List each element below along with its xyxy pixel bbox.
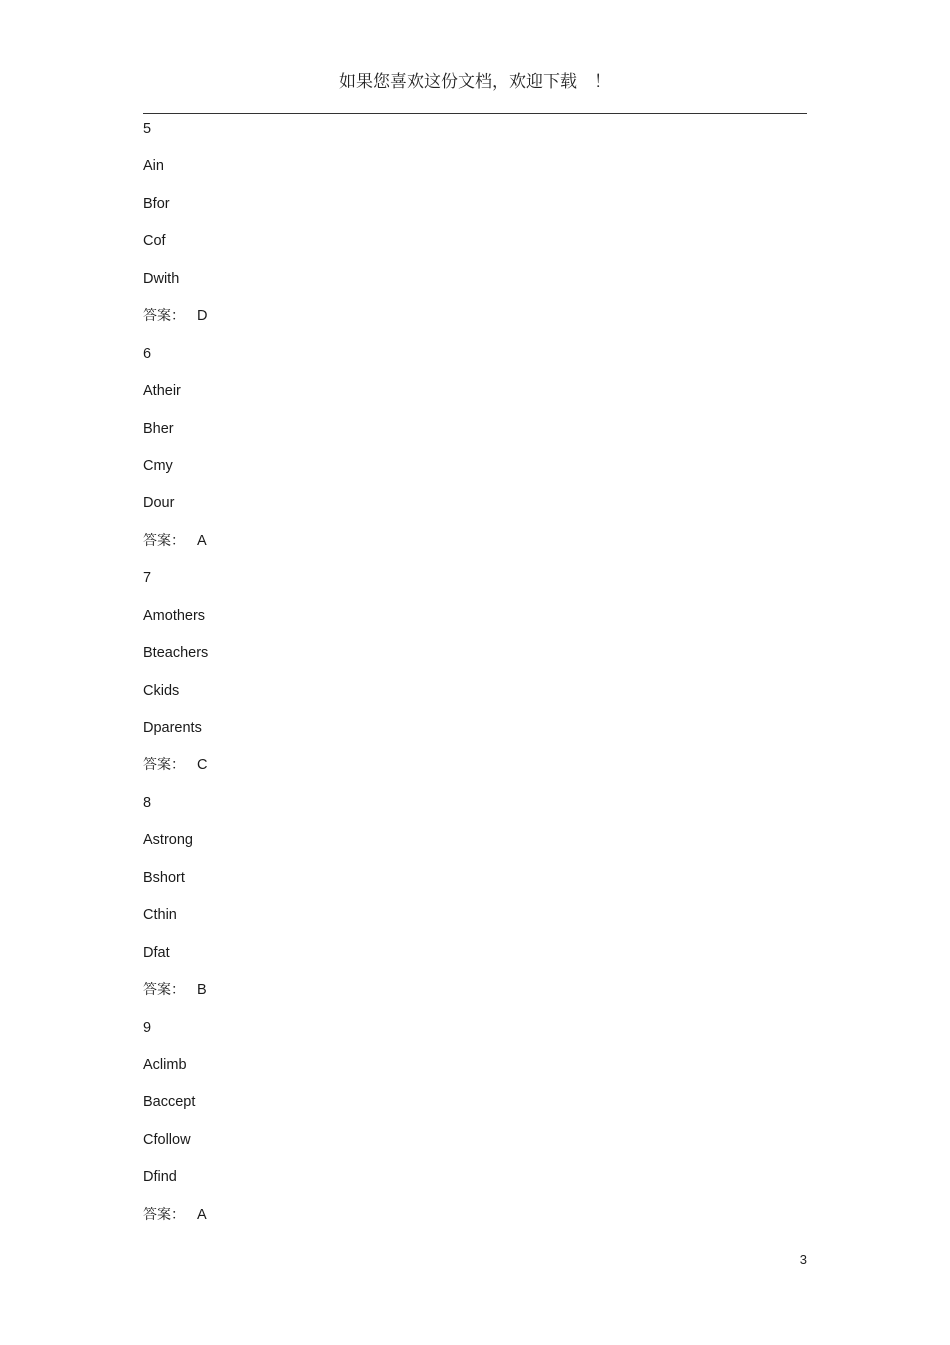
option-d: Dour: [143, 495, 175, 512]
answer-value: B: [197, 982, 207, 999]
option-a: Aclimb: [143, 1056, 187, 1073]
answer-label: 答案：: [143, 1206, 185, 1223]
answer-label: 答案：: [143, 532, 185, 549]
answer-label: 答案：: [143, 308, 185, 325]
option-d: Dparents: [143, 720, 202, 736]
answer-value: A: [197, 1206, 207, 1223]
document-body: [143, 117, 807, 1240]
option-c: Ckids: [143, 682, 180, 699]
answer-line: [143, 978, 807, 1015]
question-number: 9: [143, 1019, 152, 1036]
question-number: 7: [143, 570, 152, 587]
option-d: Dfat: [143, 944, 170, 961]
answer-value: D: [197, 308, 208, 325]
option-b: Bher: [143, 420, 174, 437]
option-c: Cmy: [143, 457, 173, 474]
option-d: Dfind: [143, 1169, 177, 1186]
option-a: Ain: [143, 158, 164, 175]
header-divider: [143, 113, 807, 114]
page-number: 3: [799, 1252, 807, 1267]
answer-line: [143, 304, 807, 341]
answer-label: 答案：: [143, 982, 185, 999]
option-c: Cthin: [143, 907, 177, 924]
page-header: 如果您喜欢这份文档，欢迎下载 ！: [339, 72, 611, 92]
option-d: Dwith: [143, 270, 180, 287]
answer-line: [143, 529, 807, 566]
option-c: Cof: [143, 233, 166, 250]
question-number: 5: [143, 121, 152, 137]
answer-label: 答案：: [143, 757, 185, 774]
option-a: Amothers: [143, 607, 206, 624]
option-b: Bfor: [143, 195, 170, 212]
answer-line: [143, 753, 807, 790]
question-number: 8: [143, 794, 152, 811]
option-a: Astrong: [143, 832, 193, 849]
option-c: Cfollow: [143, 1131, 191, 1148]
option-b: Baccept: [143, 1094, 196, 1111]
answer-line: [143, 1203, 807, 1240]
answer-value: A: [197, 532, 207, 549]
question-number: 6: [143, 345, 152, 362]
option-a: Atheir: [143, 383, 181, 400]
option-b: Bteachers: [143, 645, 209, 662]
answer-value: C: [197, 757, 208, 774]
option-b: Bshort: [143, 869, 185, 886]
